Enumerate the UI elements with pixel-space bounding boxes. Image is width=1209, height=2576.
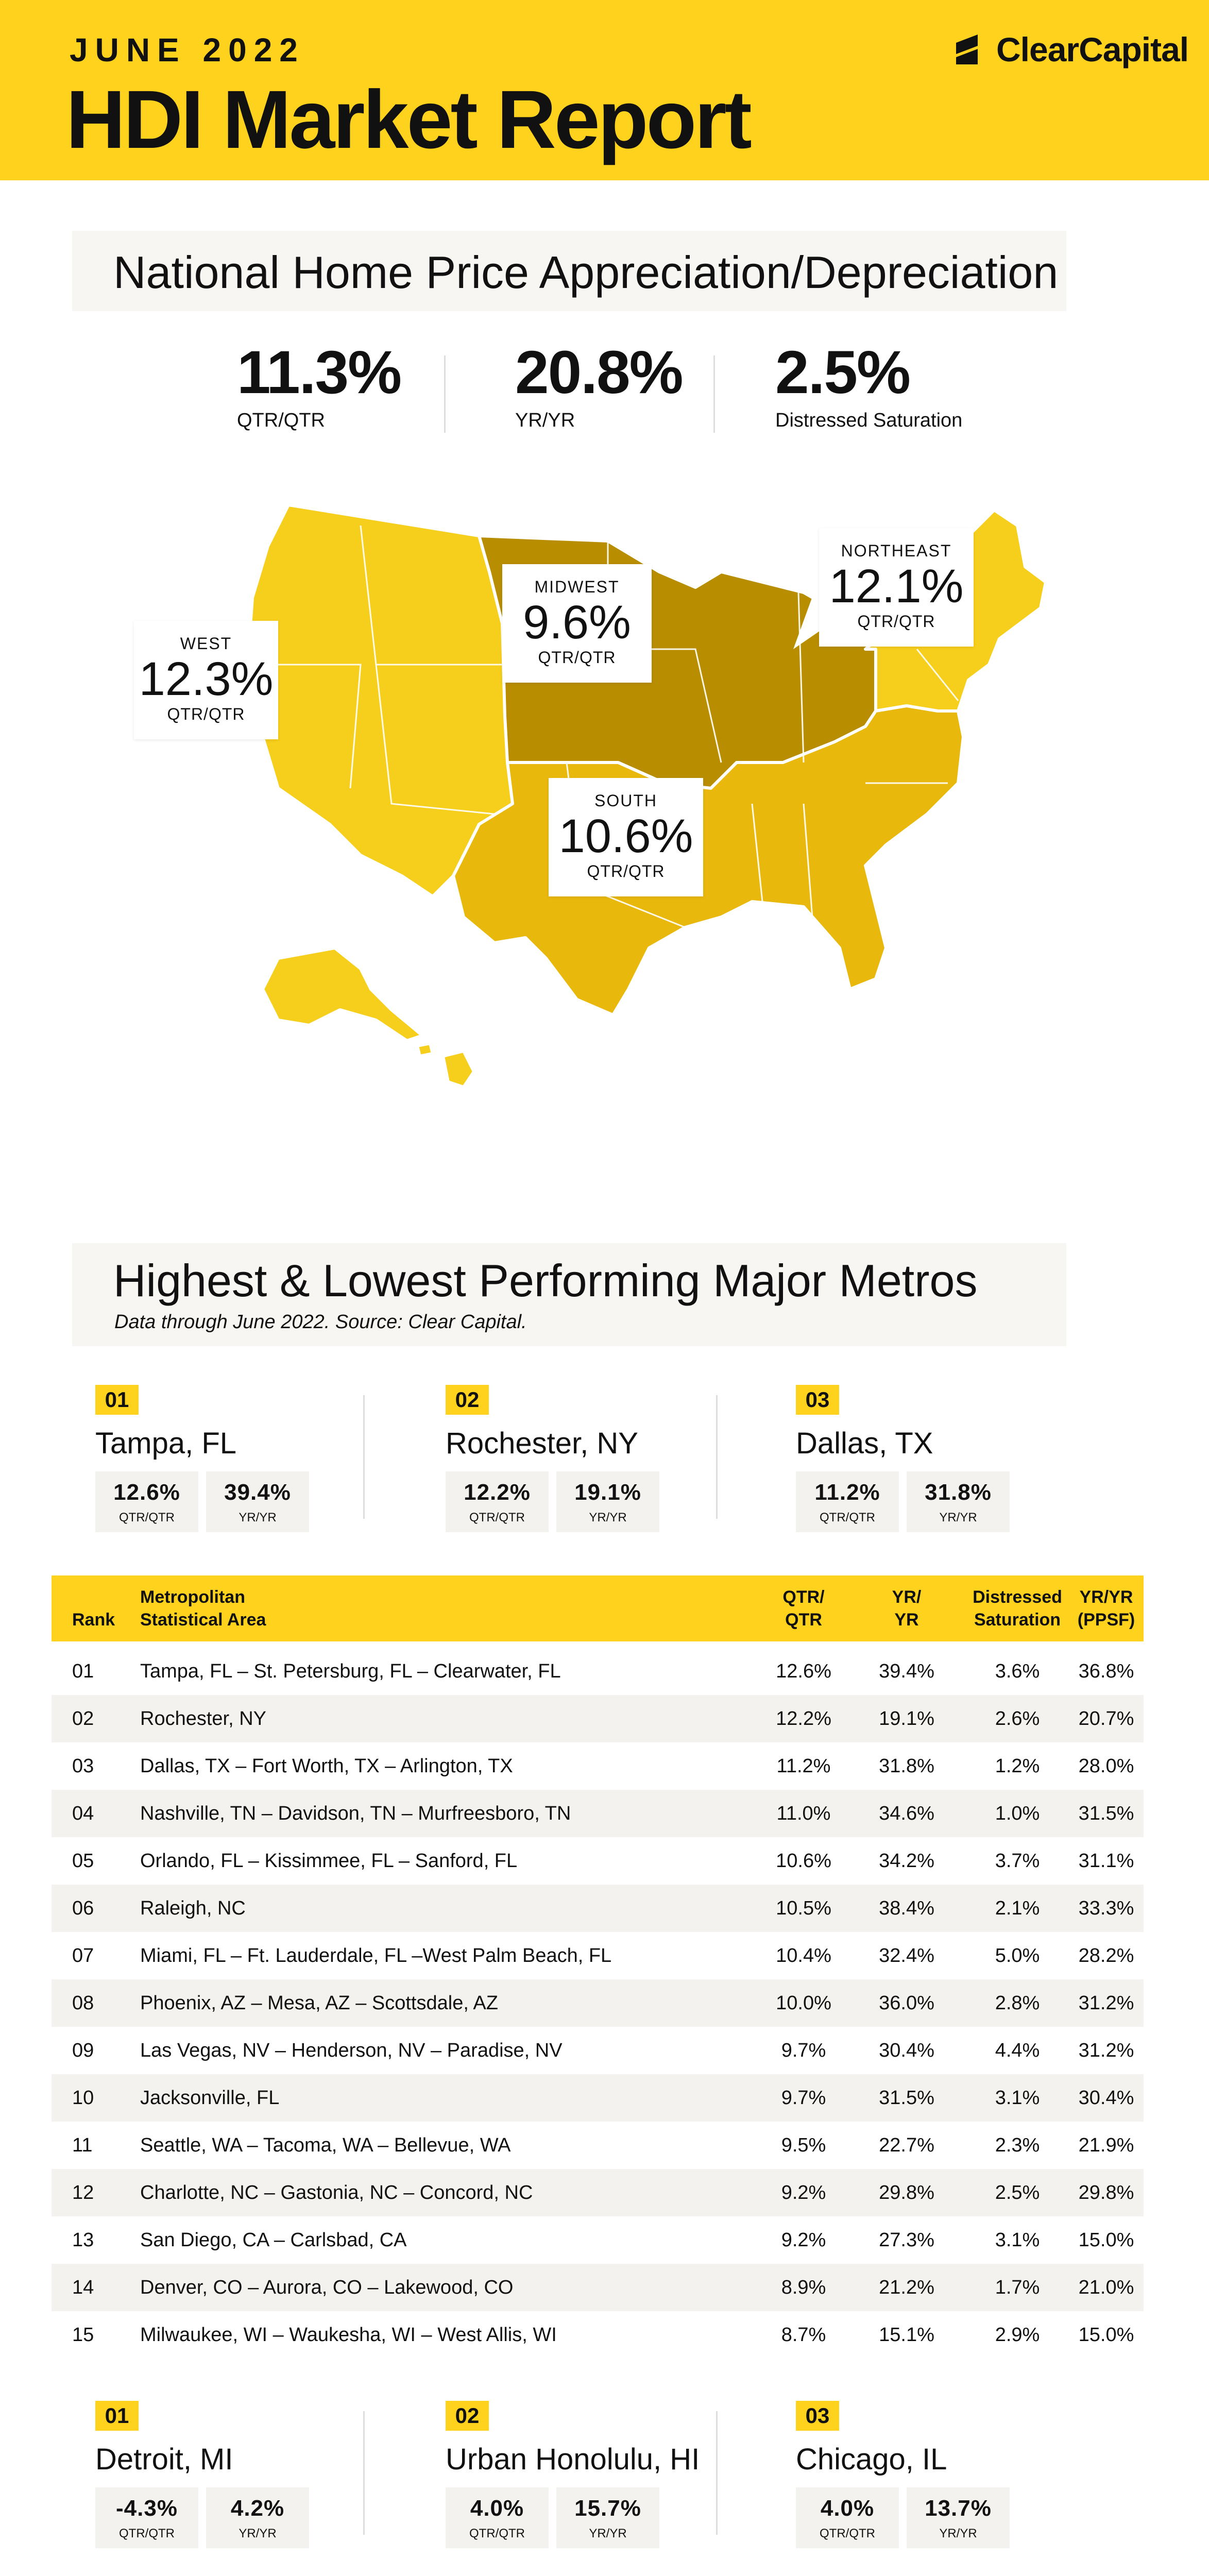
yr-cell: 15.1%: [879, 2324, 934, 2346]
ppsf-cell: 15.0%: [1078, 2324, 1134, 2346]
ppsf-cell: 36.8%: [1078, 1660, 1134, 1682]
header-cell: [966, 1586, 1069, 1631]
region-value: 12.3%: [139, 653, 274, 705]
metros-title: Highest & Lowest Performing Major Metros: [113, 1255, 978, 1306]
yr-pill: [556, 2487, 659, 2548]
card-city: Tampa, FL: [95, 1427, 236, 1460]
pill-value: 19.1%: [574, 1480, 641, 1505]
ppsf-cell: 33.3%: [1078, 1897, 1134, 1919]
rank-cell: 07: [72, 1945, 94, 1967]
qtr-pill: [95, 2487, 198, 2548]
pill-label: YR/YR: [589, 1511, 627, 1524]
qtr-cell: 9.5%: [781, 2134, 826, 2156]
yr-cell: 31.5%: [879, 2087, 934, 2109]
rank-cell: 06: [72, 1897, 94, 1919]
stat-divider: [713, 355, 715, 433]
national-stat-qtr: [237, 337, 401, 432]
rank-badge: 01: [95, 2401, 139, 2431]
yr-cell: 29.8%: [879, 2182, 934, 2204]
distressed-cell: 1.0%: [995, 1803, 1040, 1824]
pill-label: QTR/QTR: [119, 1511, 175, 1524]
distressed-cell: 1.7%: [995, 2277, 1040, 2298]
yr-cell: 36.0%: [879, 1992, 934, 2014]
area-cell: Nashville, TN – Davidson, TN – Murfreesboro, TN: [140, 1803, 571, 1824]
header-cell: [752, 1586, 855, 1631]
region-label: QTR/QTR: [538, 648, 616, 667]
stat-value: 2.5%: [775, 338, 910, 406]
header-cell: [1069, 1586, 1144, 1631]
report-date: JUNE 2022: [70, 31, 305, 69]
distressed-cell: 3.1%: [995, 2229, 1040, 2251]
qtr-cell: 8.9%: [781, 2277, 826, 2298]
yr-cell: 19.1%: [879, 1708, 934, 1730]
rank-cell: 13: [72, 2229, 94, 2251]
ppsf-cell: 29.8%: [1078, 2182, 1134, 2204]
table-row: [52, 2216, 1144, 2264]
table-row: [52, 2122, 1144, 2169]
table-row: [52, 2311, 1144, 2359]
metro-card: [446, 2401, 755, 2545]
region-value: 9.6%: [523, 596, 631, 649]
yr-cell: 21.2%: [879, 2277, 934, 2298]
yr-pill: [206, 2487, 309, 2548]
national-stat-distressed: [775, 337, 962, 432]
area-cell: Las Vegas, NV – Henderson, NV – Paradise, NV: [140, 2040, 563, 2061]
table-row: [52, 1648, 1144, 1695]
qtr-cell: 10.0%: [776, 1992, 831, 2014]
header-line: Saturation: [974, 1610, 1061, 1630]
distressed-cell: 2.3%: [995, 2134, 1040, 2156]
pill-value: 12.2%: [464, 1480, 531, 1505]
rank-cell: 09: [72, 2040, 94, 2061]
rank-cell: 12: [72, 2182, 94, 2204]
table-row: [52, 2169, 1144, 2216]
header-line: YR/: [892, 1587, 922, 1607]
header-line: QTR: [785, 1610, 822, 1630]
logo-text: ClearCapital: [996, 30, 1189, 69]
pill-value: 39.4%: [224, 1480, 291, 1505]
table-row: [52, 1885, 1144, 1932]
distressed-cell: 2.9%: [995, 2324, 1040, 2346]
yr-cell: 30.4%: [879, 2040, 934, 2061]
area-cell: Rochester, NY: [140, 1708, 266, 1730]
card-city: Chicago, IL: [796, 2443, 947, 2476]
region-label: QTR/QTR: [167, 705, 245, 723]
pill-value: 15.7%: [574, 2496, 641, 2521]
stat-divider: [444, 355, 446, 433]
stat-value: 11.3%: [237, 338, 401, 406]
yr-pill: [907, 1471, 1010, 1532]
region-value: 10.6%: [558, 810, 693, 862]
northeast-callout: [819, 528, 974, 647]
distressed-cell: 3.1%: [995, 2087, 1040, 2109]
area-cell: Dallas, TX – Fort Worth, TX – Arlington, TX: [140, 1755, 513, 1777]
ppsf-cell: 21.9%: [1078, 2134, 1134, 2156]
yr-cell: 31.8%: [879, 1755, 934, 1777]
area-cell: Raleigh, NC: [140, 1897, 246, 1919]
card-city: Urban Honolulu, HI: [446, 2443, 700, 2476]
national-title: National Home Price Appreciation/Depreciation: [113, 247, 1059, 298]
rank-cell: 15: [72, 2324, 94, 2346]
header-line: Distressed: [973, 1587, 1062, 1607]
yr-cell: 39.4%: [879, 1660, 934, 1682]
area-cell: Tampa, FL – St. Petersburg, FL – Clearwater, FL: [140, 1660, 561, 1682]
rank-badge: 03: [796, 2401, 839, 2431]
region-label: QTR/QTR: [857, 612, 935, 631]
national-stat-yr: [515, 337, 683, 432]
area-cell: Orlando, FL – Kissimmee, FL – Sanford, FL: [140, 1850, 518, 1872]
yr-pill: [907, 2487, 1010, 2548]
metro-card: [796, 1385, 1105, 1529]
table-row: [52, 2027, 1144, 2074]
table-row: [52, 1742, 1144, 1790]
qtr-cell: 11.0%: [776, 1803, 831, 1824]
pill-value: 13.7%: [925, 2496, 992, 2521]
area-cell: Milwaukee, WI – Waukesha, WI – West Allis, WI: [140, 2324, 557, 2346]
pill-label: YR/YR: [589, 2527, 627, 2540]
pill-value: 12.6%: [113, 1480, 180, 1505]
midwest-callout: [502, 564, 652, 683]
rank-badge: 02: [446, 2401, 489, 2431]
pill-label: QTR/QTR: [469, 1511, 525, 1524]
rank-badge: 01: [95, 1385, 139, 1415]
pill-label: QTR/QTR: [119, 2527, 175, 2540]
stat-label: Distressed Saturation: [775, 410, 963, 431]
qtr-cell: 11.2%: [776, 1755, 831, 1777]
rank-cell: 04: [72, 1803, 94, 1824]
rank-cell: 10: [72, 2087, 94, 2109]
pill-label: QTR/QTR: [820, 2527, 875, 2540]
rank-cell: 01: [72, 1660, 94, 1682]
region-name: NORTHEAST: [841, 541, 952, 560]
pill-label: YR/YR: [239, 1511, 277, 1524]
hawaii-map: [443, 1051, 474, 1087]
metro-card: [796, 2401, 1105, 2545]
pill-label: QTR/QTR: [469, 2527, 525, 2540]
table-header: [52, 1575, 1144, 1641]
alaska-map: [263, 948, 422, 1041]
area-cell: Jacksonville, FL: [140, 2087, 280, 2109]
pill-value: 11.2%: [814, 1480, 880, 1505]
header-cell: [140, 1586, 604, 1631]
yr-cell: 27.3%: [879, 2229, 934, 2251]
header-line: YR/YR: [1079, 1587, 1133, 1607]
qtr-pill: [796, 1471, 899, 1532]
rank-cell: 03: [72, 1755, 94, 1777]
ppsf-cell: 20.7%: [1078, 1708, 1134, 1730]
table-row: [52, 1979, 1144, 2027]
card-city: Rochester, NY: [446, 1427, 638, 1460]
pill-value: 4.0%: [470, 2496, 524, 2521]
pill-value: 4.2%: [230, 2496, 285, 2521]
ppsf-cell: 31.5%: [1078, 1803, 1134, 1824]
stat-label: QTR/QTR: [237, 410, 325, 431]
distressed-cell: 2.6%: [995, 1708, 1040, 1730]
qtr-cell: 10.4%: [776, 1945, 831, 1967]
pill-label: YR/YR: [239, 2527, 277, 2540]
rank-cell: 02: [72, 1708, 94, 1730]
south-callout: [549, 778, 703, 896]
qtr-cell: 10.6%: [776, 1850, 831, 1872]
region-name: SOUTH: [594, 791, 657, 810]
ppsf-cell: 28.0%: [1078, 1755, 1134, 1777]
distressed-cell: 1.2%: [995, 1755, 1040, 1777]
stat-label: YR/YR: [515, 410, 575, 431]
table-row: [52, 2074, 1144, 2122]
qtr-cell: 9.2%: [781, 2229, 826, 2251]
yr-cell: 38.4%: [879, 1897, 934, 1919]
table-row: [52, 1695, 1144, 1742]
rank-cell: 11: [72, 2134, 93, 2156]
ppsf-cell: 31.2%: [1078, 1992, 1134, 2014]
pill-value: 31.8%: [925, 1480, 992, 1505]
card-city: Detroit, MI: [95, 2443, 233, 2476]
yr-pill: [206, 1471, 309, 1532]
qtr-cell: 8.7%: [781, 2324, 826, 2346]
yr-cell: 22.7%: [879, 2134, 934, 2156]
distressed-cell: 2.5%: [995, 2182, 1040, 2204]
pill-label: YR/YR: [939, 1511, 977, 1524]
rank-cell: 08: [72, 1992, 94, 2014]
yr-cell: 32.4%: [879, 1945, 934, 1967]
qtr-cell: 9.7%: [781, 2040, 826, 2061]
ppsf-cell: 28.2%: [1078, 1945, 1134, 1967]
header-line: Metropolitan: [140, 1587, 245, 1607]
clear-capital-logo: [953, 30, 1188, 69]
yr-pill: [556, 1471, 659, 1532]
pill-label: QTR/QTR: [820, 1511, 875, 1524]
region-value: 12.1%: [829, 560, 964, 613]
distressed-cell: 5.0%: [995, 1945, 1040, 1967]
yr-cell: 34.6%: [879, 1803, 934, 1824]
stat-value: 20.8%: [515, 338, 683, 406]
header-line: QTR/: [782, 1587, 825, 1607]
table-row: [52, 1790, 1144, 1837]
ppsf-cell: 30.4%: [1078, 2087, 1134, 2109]
qtr-cell: 9.2%: [781, 2182, 826, 2204]
distressed-cell: 4.4%: [995, 2040, 1040, 2061]
metro-card: [446, 1385, 755, 1529]
qtr-cell: 12.2%: [776, 1708, 831, 1730]
metro-card: [95, 1385, 404, 1529]
pill-value: -4.3%: [116, 2496, 178, 2521]
qtr-pill: [95, 1471, 198, 1532]
logo-mark-icon: [953, 31, 989, 67]
region-label: QTR/QTR: [587, 862, 665, 880]
ppsf-cell: 21.0%: [1078, 2277, 1134, 2298]
header-cell: [855, 1586, 958, 1631]
card-city: Dallas, TX: [796, 1427, 933, 1460]
area-cell: Miami, FL – Ft. Lauderdale, FL –West Palm Beach, FL: [140, 1945, 612, 1967]
rank-cell: 14: [72, 2277, 94, 2298]
qtr-pill: [446, 1471, 549, 1532]
metros-subtitle: Data through June 2022. Source: Clear Capital.: [114, 1311, 527, 1333]
table-row: [52, 1932, 1144, 1979]
hawaii-map: [417, 1043, 433, 1056]
qtr-pill: [446, 2487, 549, 2548]
rank-badge: 03: [796, 1385, 839, 1415]
pill-value: 4.0%: [820, 2496, 875, 2521]
ppsf-cell: 31.1%: [1078, 1850, 1134, 1872]
rank-badge: 02: [446, 1385, 489, 1415]
qtr-pill: [796, 2487, 899, 2548]
distressed-cell: 2.8%: [995, 1992, 1040, 2014]
rank-cell: 05: [72, 1850, 94, 1872]
area-cell: San Diego, CA – Carlsbad, CA: [140, 2229, 407, 2251]
area-cell: Phoenix, AZ – Mesa, AZ – Scottsdale, AZ: [140, 1992, 498, 2014]
qtr-cell: 12.6%: [776, 1660, 831, 1682]
area-cell: Charlotte, NC – Gastonia, NC – Concord, NC: [140, 2182, 533, 2204]
report-title: HDI Market Report: [66, 73, 750, 165]
header-rank: Rank: [72, 1610, 115, 1630]
distressed-cell: 3.6%: [995, 1660, 1040, 1682]
distressed-cell: 2.1%: [995, 1897, 1040, 1919]
area-cell: Seattle, WA – Tacoma, WA – Bellevue, WA: [140, 2134, 511, 2156]
qtr-cell: 9.7%: [781, 2087, 826, 2109]
header-line: Statistical Area: [140, 1610, 266, 1630]
pill-label: YR/YR: [939, 2527, 977, 2540]
table-row: [52, 2264, 1144, 2311]
metro-card: [95, 2401, 404, 2545]
header-line: YR: [894, 1610, 919, 1630]
region-name: MIDWEST: [534, 578, 620, 596]
ppsf-cell: 31.2%: [1078, 2040, 1134, 2061]
distressed-cell: 3.7%: [995, 1850, 1040, 1872]
header-line: (PPSF): [1077, 1610, 1135, 1630]
region-name: WEST: [180, 634, 232, 653]
table-row: [52, 1837, 1144, 1885]
ppsf-cell: 15.0%: [1078, 2229, 1134, 2251]
area-cell: Denver, CO – Aurora, CO – Lakewood, CO: [140, 2277, 514, 2298]
west-callout: [134, 621, 278, 739]
qtr-cell: 10.5%: [776, 1897, 831, 1919]
yr-cell: 34.2%: [879, 1850, 934, 1872]
